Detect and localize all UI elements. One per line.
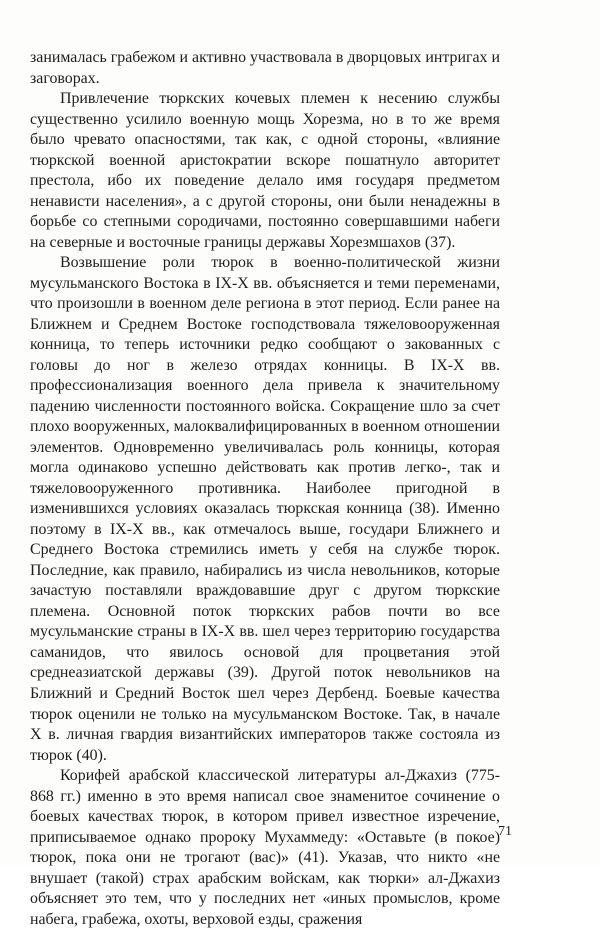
- paragraph-khorezm: Привлечение тюркских кочевых племен к несению службы существенно усилило военную мощь Хорезма, но в то же время было чревато опасностями, так как, с одной стороны, «влияние тюркской военной аристократии вскоре пошатнуло авторитет престола, ибо их поведение делало имя государя предметом ненависти населения», а с другой стороны, они были ненадежны в борьбе со степными сородичами, постоянно совершавшими набеги на северные и восточные границы державы Хорезмшахов (37).: [30, 90, 500, 251]
- paragraph-continuation: занималась грабежом и активно участвовала в дворцовых интригах и заговорах.: [30, 49, 500, 87]
- page-number: 71: [498, 824, 512, 839]
- paragraph-turks-rise: Возвышение роли тюрок в военно-политической жизни мусульманского Востока в IX-X вв. объясняется и теми переменами, что произошли в военном деле региона в этот период. Если ранее на Ближнем и Среднем Востоке господствовала тяжеловооруженная конница, то теперь источники редко сообщают о закованных с головы до ног в железо отрядах конницы. В IX-X вв. профессионализация военного дела привела к значительному падению численности постоянного войска. Сокращение шло за счет плохо вооруженных, малоквалифицированных в военном отношении элементов. Одновременно увеличивалась роль конницы, которая могла одинаково успешно действовать как против легко-, так и тяжеловооруженного противника. Наиболее пригодной в изменившихся условиях оказалась тюркская конница (38). Именно поэтому в IX-X вв., как отмечалось выше, государи Ближнего и Среднего Востока стремились иметь у себя на службе тюрок. Последние, как правило, набирались из числа невольников, которые зачастую поставляли враждовавшие друг с другом тюркские племена. Основной поток тюркских рабов почти во все мусульманские страны в IX-X вв. шел через территорию государства саманидов, что явилось основой для процветания этой среднеазиатской державы (39). Другой поток невольников на Ближний и Средний Восток шел через Дербенд. Боевые качества тюрок оценили не только на мусульманском Востоке. Так, в начале X в. личная гвардия византийских императоров также состояла из тюрок (40).: [30, 254, 500, 764]
- paragraph-al-jahiz: Корифей арабской классической литературы ал-Джахиз (775-868 гг.) именно в это время написал свое знаменитое сочинение о боевых качествах тюрок, в котором привел известное изречение, приписываемое однако пророку Мухаммеду: «Оставьте (в покое) тюрок, пока они не трогают (вас)» (41). Указав, что никто «не внушает (такой) страх арабским войскам, как тюрки» ал-Джахиз объясняет это тем, что у последних нет «иных промыслов, кроме набега, грабежа, охоты, верховой езды, сражения: [30, 767, 500, 928]
- body-text: [30, 48, 500, 930]
